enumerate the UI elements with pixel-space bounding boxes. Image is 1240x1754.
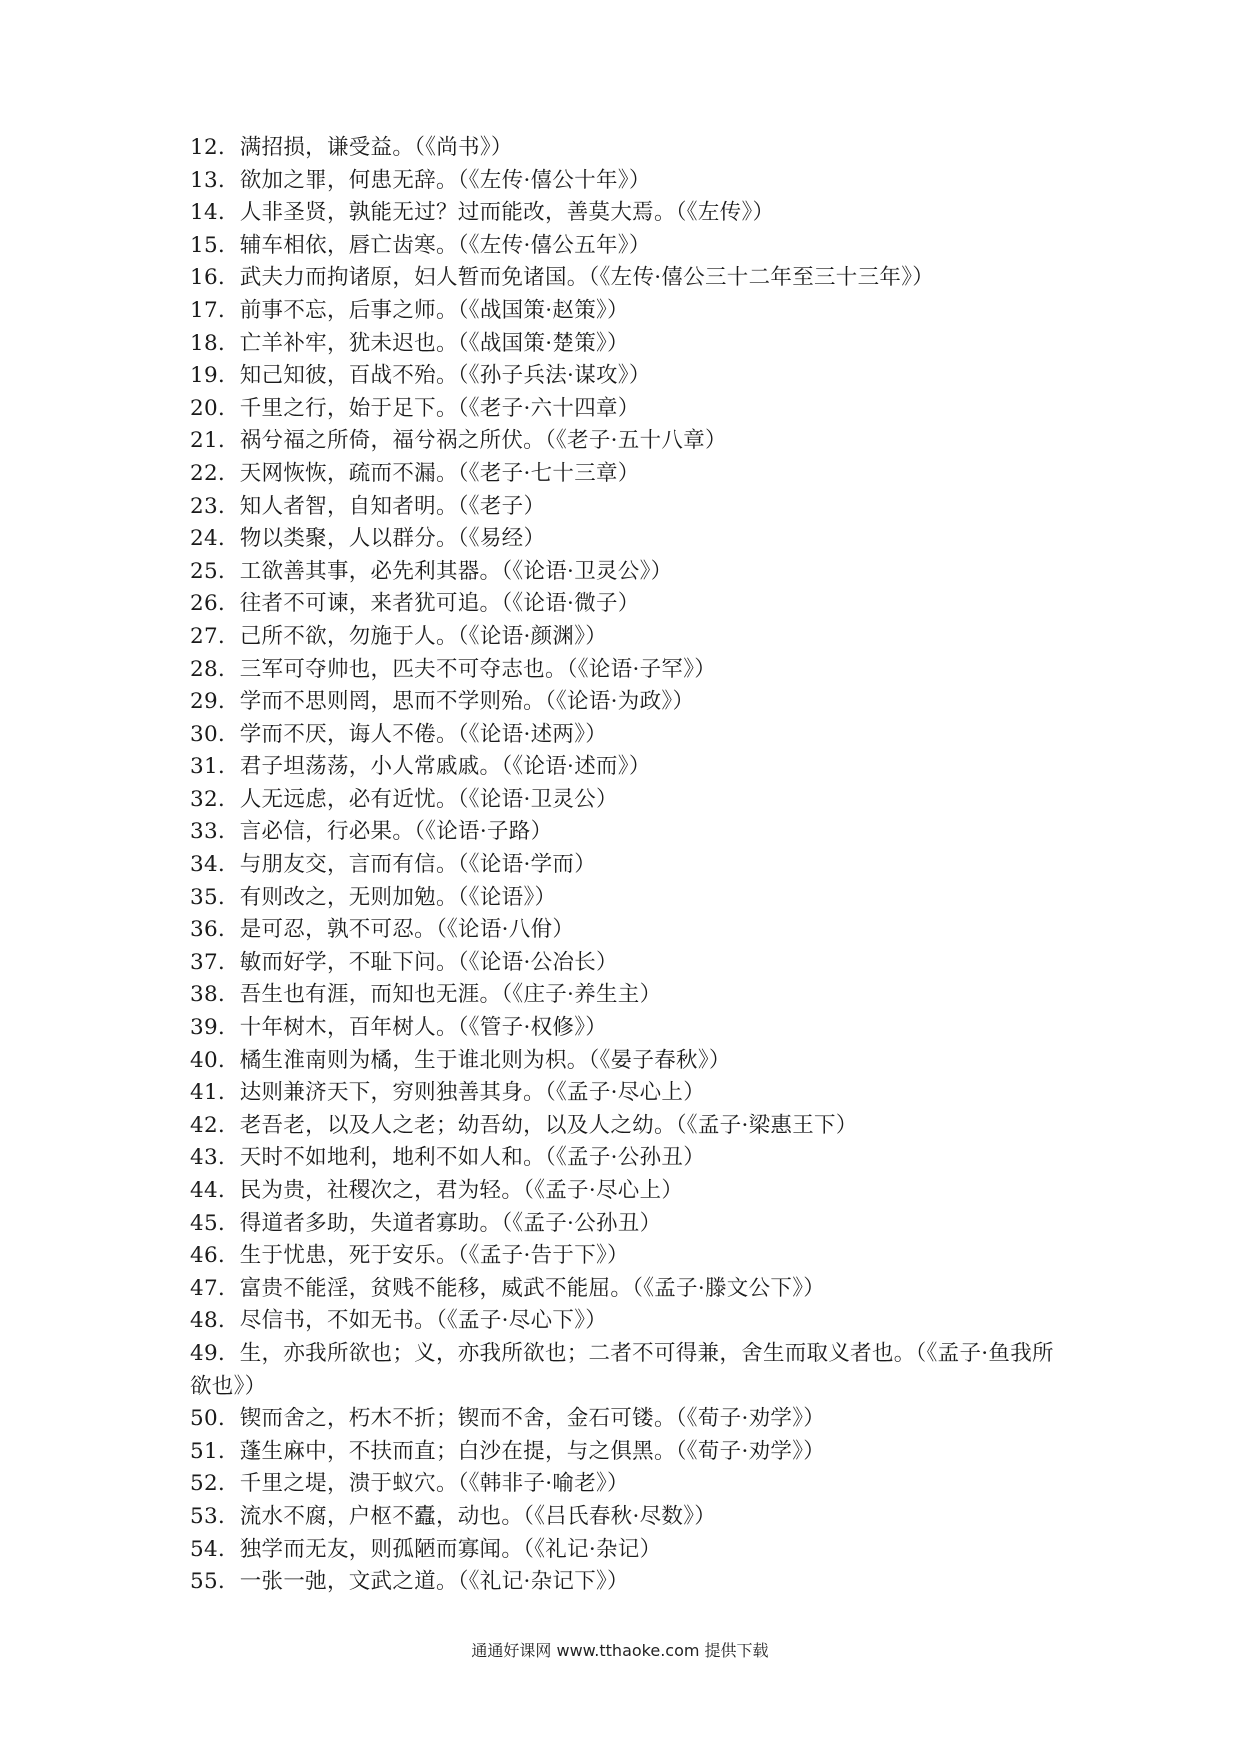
quote-line: 17．前事不忘，后事之师。（《战国策·赵策》） [190, 297, 629, 323]
quote-line: 36．是可忍，孰不可忍。（《论语·八佾） [190, 917, 575, 943]
quote-line: 13．欲加之罪，何患无辞。（《左传·僖公十年》） [190, 167, 651, 193]
quote-line: 53．流水不腐，户枢不蠹，动也。（《吕氏春秋·尽数》） [190, 1503, 717, 1529]
quote-line: 12．满招损，谦受益。（《尚书》） [190, 135, 513, 160]
quote-line: 43．天时不如地利，地利不如人和。（《孟子·公孙丑） [190, 1145, 705, 1171]
quote-line: 35．有则改之，无则加勉。（《论语》） [190, 884, 557, 910]
quote-line: 16．武夫力而拘诸原，妇人暂而免诸国。（《左传·僖公三十二年至三十三年》） [190, 265, 935, 291]
quote-line: 50．锲而舍之，朽木不折；锲而不舍，金石可镂。（《荀子·劝学》） [190, 1406, 826, 1432]
quote-line: 27．己所不欲，勿施于人。（《论语·颜渊》） [190, 623, 608, 649]
quote-line: 15．辅车相依，唇亡齿寒。（《左传·僖公五年》） [190, 232, 651, 258]
quote-line: 14．人非圣贤，孰能无过？过而能改，善莫大焉。（《左传》） [190, 200, 775, 226]
quote-line: 52．千里之堤，溃于蚁穴。（《韩非子·喻老》） [190, 1471, 629, 1497]
quote-line: 28．三军可夺帅也，匹夫不可夺志也。（《论语·子罕》） [190, 656, 717, 682]
quote-line: 51．蓬生麻中，不扶而直；白沙在提，与之俱黑。（《荀子·劝学》） [190, 1438, 826, 1464]
quote-line: 47．富贵不能淫，贫贱不能移，威武不能屈。（《孟子·滕文公下》） [190, 1275, 826, 1301]
quote-line: 45．得道者多助，失道者寡助。（《孟子·公孙丑） [190, 1210, 662, 1236]
quote-line: 48．尽信书，不如无书。（《孟子·尽心下》） [190, 1308, 608, 1334]
quote-line: 42．老吾老，以及人之老；幼吾幼，以及人之幼。（《孟子·梁惠王下） [190, 1112, 858, 1138]
quote-line: 32．人无远虑，必有近忧。（《论语·卫灵公） [190, 786, 618, 812]
quote-line: 21．祸兮福之所倚，福兮祸之所伏。（《老子·五十八章） [190, 428, 727, 454]
quote-line: 38．吾生也有涯，而知也无涯。（《庄子·养生主） [190, 982, 662, 1008]
quote-line: 30．学而不厌，诲人不倦。（《论语·述两》） [190, 721, 608, 747]
quote-line: 37．敏而好学，不耻下问。（《论语·公冶长） [190, 949, 618, 975]
quote-line: 20．千里之行，始于足下。（《老子·六十四章） [190, 395, 640, 421]
quote-line: 40．橘生淮南则为橘，生于谁北则为枳。（《晏子春秋》） [190, 1047, 731, 1073]
quote-line: 33．言必信，行必果。（《论语·子路） [190, 819, 553, 845]
quote-line: 25．工欲善其事，必先利其器。（《论语·卫灵公》） [190, 558, 673, 584]
quote-line: 44．民为贵，社稷次之，君为轻。（《孟子·尽心上） [190, 1178, 684, 1203]
quote-line: 26．往者不可谏，来者犹可追。（《论语·微子） [190, 591, 640, 617]
quote-line: 18．亡羊补牢，犹未迟也。（《战国策·楚策》） [190, 330, 629, 356]
quote-line: 49．生，亦我所欲也；义，亦我所欲也；二者不可得兼，舍生而取义者也。（《孟子·鱼我所欲也》） [190, 1340, 1054, 1399]
quote-line: 34．与朋友交，言而有信。（《论语·学而） [190, 852, 596, 878]
quote-line: 29．学而不思则罔，思而不学则殆。（《论语·为政》） [190, 689, 695, 715]
quote-line: 24．物以类聚，人以群分。（《易经） [190, 526, 546, 552]
quote-line: 54．独学而无友，则孤陋而寡闻。（《礼记·杂记） [190, 1536, 662, 1562]
quote-list [190, 132, 1070, 1599]
quote-line: 46．生于忧患，死于安乐。（《孟子·告于下》） [190, 1243, 629, 1269]
quote-line: 55．一张一弛，文武之道。（《礼记·杂记下》） [190, 1569, 629, 1595]
quote-line: 19．知己知彼，百战不殆。（《孙子兵法·谋攻》） [190, 363, 651, 389]
quote-line: 22．天网恢恢，疏而不漏。（《老子·七十三章） [190, 460, 640, 486]
quote-line: 23．知人者智，自知者明。（《老子） [190, 493, 546, 519]
quote-line: 31．君子坦荡荡，小人常戚戚。（《论语·述而》） [190, 754, 651, 780]
page-footer: 通通好课网 www.tthaoke.com 提供下载 [471, 1641, 769, 1660]
quote-line: 39．十年树木，百年树人。（《管子·权修》） [190, 1015, 608, 1041]
quote-line: 41．达则兼济天下，穷则独善其身。（《孟子·尽心上） [190, 1080, 705, 1106]
